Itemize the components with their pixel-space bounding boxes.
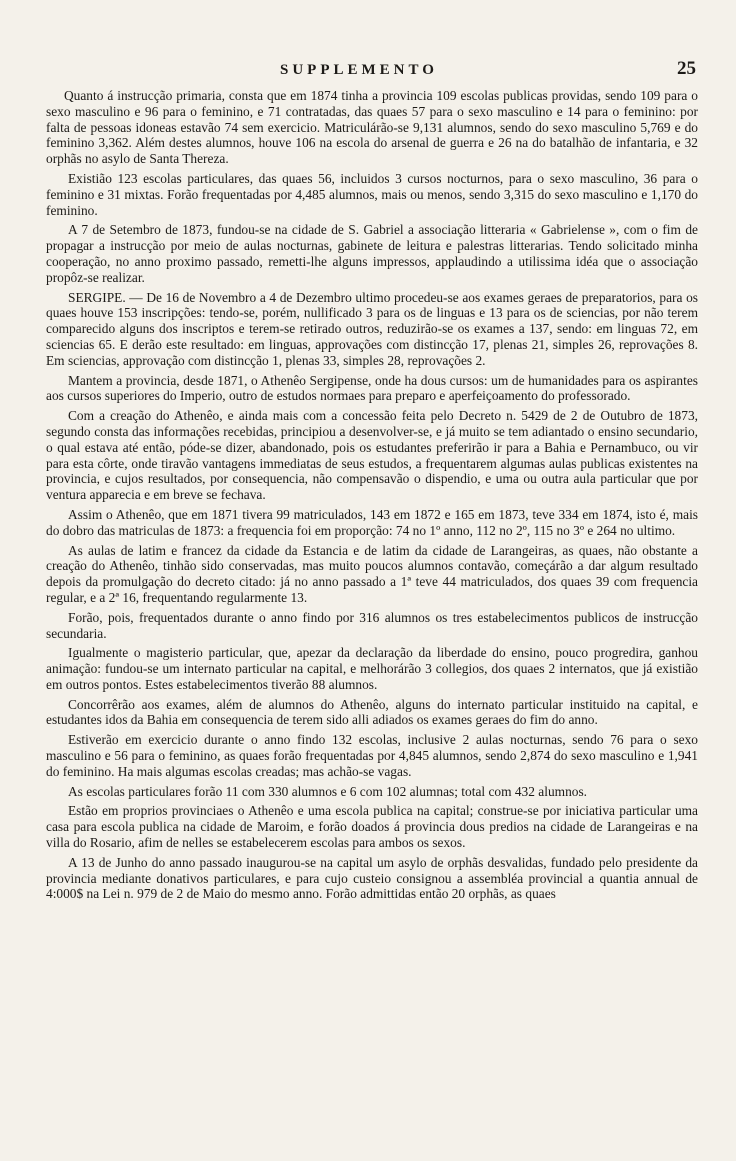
page-header: [60, 58, 696, 84]
paragraph: Quanto á instrucção primaria, consta que em 1874 tinha a provincia 109 escolas publicas providas, sendo 109 para o sexo masculino e 96 para o feminino, e 71 contratadas, das quaes 57 para o sexo masculino e 14 para o feminino: por falta de pessoas idoneas estavão 74 sem exercicio. Matriculárão-se 9,131 alumnos, sendo do sexo masculino 5,769 e do feminino 3,362. Além destes alumnos, houve 106 na escola do arsenal de guerra e 26 na do batalhão de infantaria, e 32 orphãs no asylo de Santa Thereza.: [46, 88, 698, 167]
paragraph: Concorrêrão aos exames, além de alumnos do Athenêo, alguns do internato particular instituido na capital, e estudantes idos da Bahia em consequencia de terem sido alli adiados os exames geraes do fim do anno.: [46, 696, 698, 728]
paragraph: Assim o Athenêo, que em 1871 tivera 99 matriculados, 143 em 1872 e 165 em 1873, teve 334 em 1874, isto é, mais do dobro das matriculas de 1873: a frequencia foi em proporção: 74 no 1º anno, 112 no 2º, 115 no 3º e 264 no ultimo.: [46, 506, 698, 538]
running-title: SUPPLEMENTO: [280, 62, 438, 78]
paragraph: Mantem a provincia, desde 1871, o Athenêo Sergipense, onde ha dous cursos: um de humanidades para os aspirantes aos cursos superiores do Imperio, outro de estudos normaes para preparo e aperfeiçoamento do professorado.: [46, 372, 698, 404]
paragraph: Forão, pois, frequentados durante o anno findo por 316 alumnos os tres estabelecimentos publicos de instrucção secundaria.: [46, 609, 698, 641]
paragraph: Existião 123 escolas particulares, das quaes 56, incluidos 3 cursos nocturnos, para o sexo masculino, 36 para o feminino e 31 mixtas. Forão frequentadas por 4,485 alumnos, mais ou menos, sendo 3,315 do sexo masculino e 1,170 do feminino.: [46, 170, 698, 218]
text-body: [46, 88, 698, 906]
paragraph: A 13 de Junho do anno passado inaugurou-se na capital um asylo de orphãs desvalidas, fundado pelo presidente da provincia mediante donativos particulares, e para cujo custeio consignou a assembléa provincial a quantia annual de 4:000$ na Lei n. 979 de 2 de Maio do mesmo anno. Forão admittidas então 20 orphãs, as quaes: [46, 854, 698, 902]
paragraph: SERGIPE. — De 16 de Novembro a 4 de Dezembro ultimo procedeu-se aos exames geraes de preparatorios, para os quaes houve 153 inscripções: tendo-se, porém, nullificado 3 para os de linguas e 13 para os de sciencias, por não terem comparecido alguns dos inscriptos e terem-se retirado outros, reduzirão-se os exames a 137, sendo: em linguas 72, em sciencias 65. E derão este resultado: em linguas, approvações com distincção 17, plenas 21, simples 26, reprovações 8. Em sciencias, approvação com distincção 1, plenas 33, simples 28, reprovações 2.: [46, 289, 698, 368]
paragraph: Estão em proprios provinciaes o Athenêo e uma escola publica na capital; construe-se por iniciativa particular uma casa para escola publica na cidade de Maroim, e forão doados á provincia dous predios na cidade de Larangeiras e na villa do Rosario, afim de nelles se estabelecerem escolas para ambos os sexos.: [46, 803, 698, 851]
paragraph: Igualmente o magisterio particular, que, apezar da declaração da liberdade do ensino, pouco progredira, ganhou animação: fundou-se um internato particular na capital, e melhorárão 3 collegios, dos quaes 2 internatos, que já existião em outros pontos. Estes estabelecimentos tiverão 88 alumnos.: [46, 645, 698, 692]
paragraph: As aulas de latim e francez da cidade da Estancia e de latim da cidade de Larangeiras, as quaes, não obstante a creação do Athenêo, tinhão sido conservadas, mas muito poucos alumnos contavão, começárão a dar algum resultado depois da promulgação do decreto citado: já no anno passado a 1ª teve 44 matriculados, dos quaes 39 com frequencia regular, e a 2ª 16, frequentando regularmente 13.: [46, 542, 698, 605]
paragraph: Com a creação do Athenêo, e ainda mais com a concessão feita pelo Decreto n. 5429 de 2 de Outubro de 1873, segundo consta das informações recebidas, principiou a desenvolver-se, e já muito se tem adiantado o ensino secundario, o qual estava até então, póde-se dizer, abandonado, pois os estudantes preferirão ir para a Bahia e Pernambuco, ou vir para esta côrte, onde tiravão vantagens immediatas de seus estudos, a frequentarem algumas aulas publicas existentes na provincia, e cujos resultados, por consequencia, não compensavão o dispendio, e uma ou outra aula particular que por ventura apparecia e em breve se fechava.: [46, 408, 698, 503]
paragraph: As escolas particulares forão 11 com 330 alumnos e 6 com 102 alumnas; total com 432 alumnos.: [68, 783, 588, 799]
page-number: 25: [677, 58, 696, 79]
paragraph: Estiverão em exercicio durante o anno findo 132 escolas, inclusive 2 aulas nocturnas, sendo 76 para o sexo masculino e 56 para o feminino, as quaes forão frequentadas por 4,845 alumnos, sendo 2,874 do sexo masculino e 1,941 do feminino. Ha mais algumas escolas creadas; mas achão-se vagas.: [46, 732, 698, 779]
paragraph: A 7 de Setembro de 1873, fundou-se na cidade de S. Gabriel a associação litteraria « Gabrielense », com o fim de propagar a instrucção por meio de aulas nocturnas, gabinete de leitura e palestras litterarias. Tendo solicitado minha cooperação, no anno proximo passado, remetti-lhe alguns impressos, applaudindo a utilissima idéa que o associação propôz-se realizar.: [46, 222, 698, 285]
